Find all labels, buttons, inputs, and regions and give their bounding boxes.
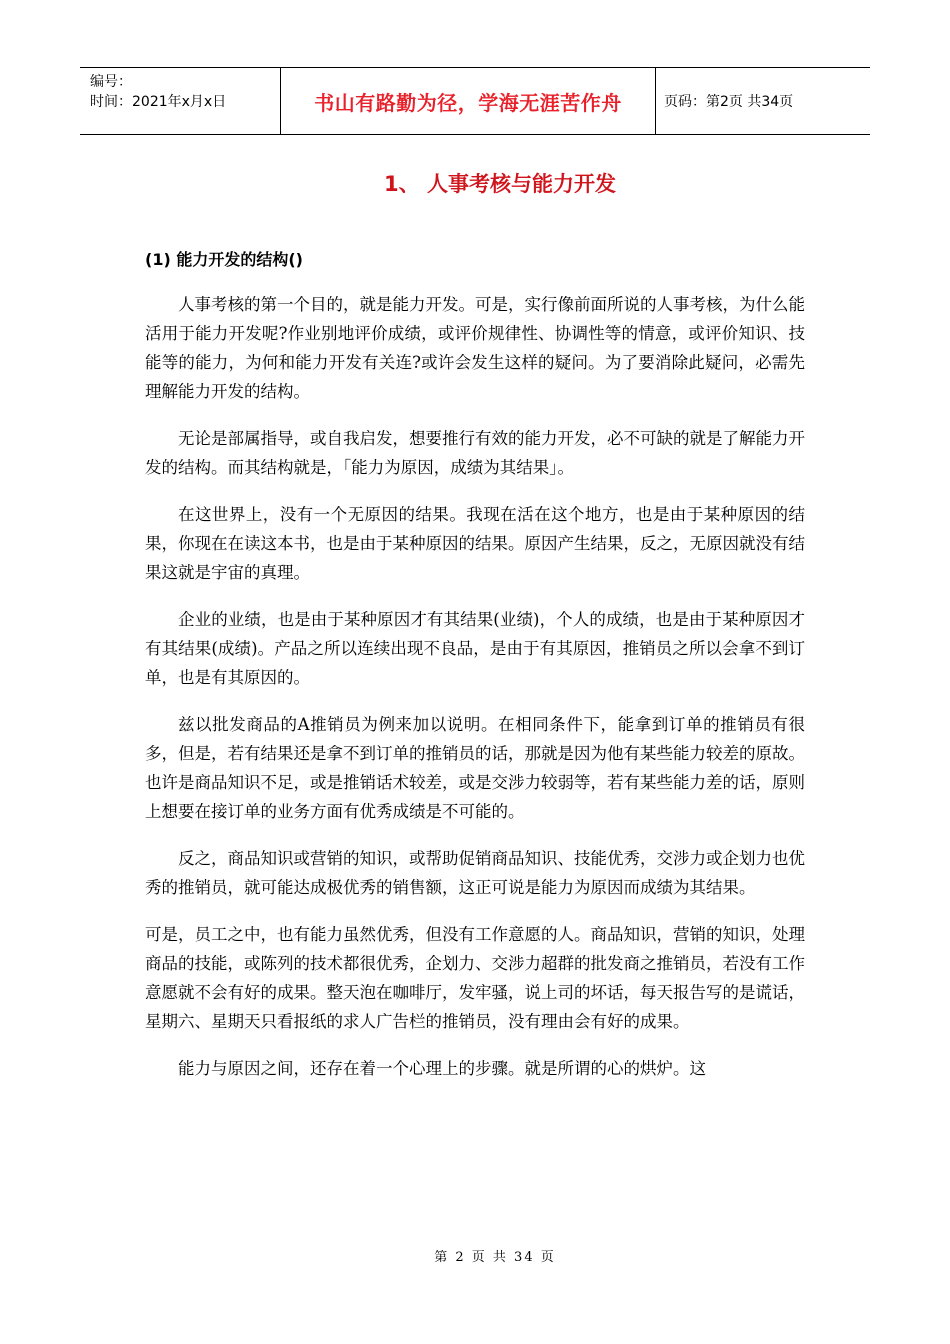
section-heading: (1) 能力开发的结构() bbox=[145, 250, 303, 269]
time-label: 时间：2021年x月x日 bbox=[90, 94, 227, 110]
header-page-info: 页码：第2页 共34页 bbox=[664, 94, 794, 110]
paragraph: 能力与原因之间，还存在着一个心理上的步骤。就是所谓的心的烘炉。这 bbox=[178, 1059, 706, 1078]
number-label: 编号： bbox=[90, 74, 132, 90]
page-footer: 第 2 页 共 34 页 bbox=[434, 1250, 556, 1265]
document-body bbox=[145, 290, 805, 1101]
paragraph: 反之，商品知识或营销的知识，或帮助促销商品知识、技能优秀，交涉力或企划力也优秀的推销员，就可能达成极优秀的销售额，这正可说是能力为原因而成绩为其结果。 bbox=[145, 849, 805, 897]
header-meta bbox=[80, 68, 280, 134]
document-title: 1、 人事考核与能力开发 bbox=[384, 172, 616, 196]
header-motto: 书山有路勤为径，学海无涯苦作舟 bbox=[280, 68, 656, 134]
paragraph: 可是，员工之中，也有能力虽然优秀，但没有工作意愿的人。商品知识，营销的知识，处理商品的技能，或陈列的技术都很优秀，企划力、交涉力超群的批发商之推销员，若没有工作意愿就不会有好的成果。整天泡在咖啡厅，发牢骚，说上司的坏话，每天报告写的是谎话，星期六、星期天只看报纸的求人广告栏的推销员，没有理由会有好的成果。 bbox=[145, 925, 805, 1031]
paragraph: 企业的业绩，也是由于某种原因才有其结果(业绩)，个人的成绩，也是由于某种原因才有其结果(成绩)。产品之所以连续出现不良品，是由于有其原因，推销员之所以会拿不到订单，也是有其原因的。 bbox=[145, 610, 805, 687]
paragraph: 兹以批发商品的A推销员为例来加以说明。在相同条件下，能拿到订单的推销员有很多，但是，若有结果还是拿不到订单的推销员的话，那就是因为他有某些能力较差的原故。也许是商品知识不足，或是推销话术较差，或是交涉力较弱等，若有某些能力差的话，原则上想要在接订单的业务方面有优秀成绩是不可能的。 bbox=[145, 715, 805, 821]
header-table bbox=[80, 67, 870, 135]
paragraph: 无论是部属指导，或自我启发，想要推行有效的能力开发，必不可缺的就是了解能力开发的结构。而其结构就是，「能力为原因，成绩为其结果」。 bbox=[145, 429, 805, 477]
paragraph: 在这世界上，没有一个无原因的结果。我现在活在这个地方，也是由于某种原因的结果，你现在在读这本书，也是由于某种原因的结果。原因产生结果，反之，无原因就没有结果这就是宇宙的真理。 bbox=[145, 505, 805, 582]
paragraph: 人事考核的第一个目的，就是能力开发。可是，实行像前面所说的人事考核，为什么能活用于能力开发呢?作业别地评价成绩，或评价规律性、协调性等的情意，或评价知识、技能等的能力，为何和能力开发有关连?或许会发生这样的疑问。为了要消除此疑问，必需先理解能力开发的结构。 bbox=[145, 295, 805, 401]
